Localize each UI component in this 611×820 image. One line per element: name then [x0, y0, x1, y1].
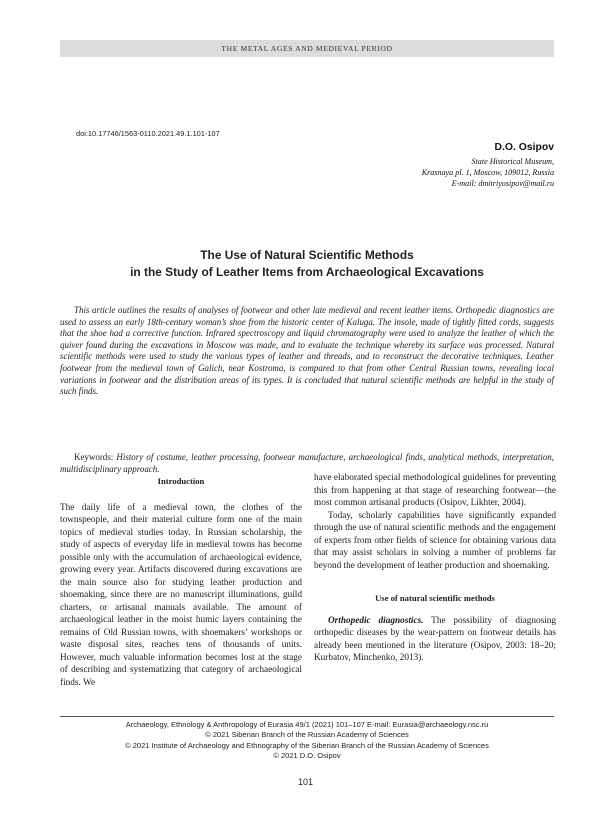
keywords-label: Keywords: — [74, 452, 114, 462]
affiliation-email: E-mail: dmitriyosipov@mail.ru — [451, 179, 554, 189]
footer-copyright-institute: © 2021 Institute of Archaeology and Ethnography of the Siberian Branch of the Russian Academy of Sciences — [125, 740, 489, 750]
author-block — [294, 142, 554, 190]
section-heading-methods: Use of natural scientific methods — [375, 593, 495, 603]
introduction-paragraph: The daily life of a medieval town, the clothes of the townspeople, and their material culture form one of the main topics of medieval studies today. In Russian scholarship, the study of aspects of everyday life in medieval towns has become possible only with the accumulation of archaeological evidence, growing every year. Artifacts discovered during excavations are the main source also for studying leather production and shoemaking, since there are no manuscript illuminations, guild charters, or artisanal manuals available. The amount of archaeological leather in the moist humic layers containing the remains of Old Russian towns, with shoemakers’ workshops or waste disposal sites, reaches tens of thousands of units. However, much valuable information becomes lost at the stage of describing and systematizing that category of archaeological finds. We — [60, 502, 302, 688]
page-number: 101 — [297, 777, 314, 787]
right-column — [314, 472, 556, 665]
orthopedic-heading: Orthopedic diagnostics. — [328, 615, 424, 626]
running-header — [60, 40, 554, 57]
abstract: This article outlines the results of analyses of footwear and other late medieval and recent leather items. Orthopedic diagnostics are used to assess an early 18th-century woman’s shoe from the historic center of Kaluga. The insole, made of tightly fitted cords, suggests that the shoe had a corrective function. Infrared spectroscopy and liquid chromatography were used to analyze the leather of which the quiver found during the excavations in Moscow was made, and to evaluate the technique whereby its surface was processed. Natural scientific methods were used to study the various types of leather and threads, and to reconstruct the decorative techniques. Leather footwear from the medieval town of Galich, near Kostroma, is compared to that from other Central Russian towns, revealing local variations in footwear and the distribution areas of its types. It is concluded that natural scientific methods are helpful in the study of such finds. — [60, 305, 554, 397]
orthopedic-text: The possibility of diagnosing orthopedic diseases by the wear-pattern on footwear details has already been mentioned in the literature (Osipov, 2003: 18–20; Kurbatov, Minchenko, 2013). — [314, 615, 556, 663]
right-paragraph-2: Today, scholarly capabilities have significantly expanded through the use of natural scientific methods and the engagement of experts from other fields of science for obtaining various data that may assist scholars in solving a number of problems far beyond the development of leather production and shoemaking. — [314, 510, 556, 571]
title-line-2: in the Study of Leather Items from Archaeological Excavations — [130, 264, 484, 279]
keywords-text: History of costume, leather processing, footwear manufacture, archaeological finds, analytical methods, interpretation, multidisciplinary approach. — [60, 452, 555, 474]
footer-copyright-sb: © 2021 Siberian Branch of the Russian Academy of Sciences — [205, 730, 409, 740]
right-paragraph-1: have elaborated special methodological guidelines for preventing this from happening at that stage of researching footwear—the most common artisanal products (Osipov, Likhter, 2004). — [314, 473, 556, 508]
footer-copyright-author: © 2021 D.O. Osipov — [273, 750, 341, 760]
footer-divider — [60, 716, 554, 717]
footer — [60, 720, 554, 761]
author-name: D.O. Osipov — [494, 142, 554, 153]
article-title — [60, 247, 554, 280]
title-line-1: The Use of Natural Scientific Methods — [200, 248, 414, 262]
right-paragraph-3 — [314, 615, 556, 665]
footer-journal: Archaeology, Ethnology & Anthropology of Eurasia 49/1 (2021) 101–107 E-mail: Eurasia@archaeology.nsc.ru — [125, 720, 489, 729]
section-heading-introduction: Introduction — [157, 476, 205, 486]
doi: doi:10.17746/1563-0110.2021.49.1.101-107 — [76, 129, 220, 138]
affiliation-address: Krasnaya pl. 1, Moscow, 109012, Russia — [421, 168, 554, 178]
affiliation-institution: State Historical Museum, — [471, 157, 554, 166]
running-header-text: THE METAL AGES AND MEDIEVAL PERIOD — [221, 44, 393, 53]
left-column — [60, 475, 302, 689]
